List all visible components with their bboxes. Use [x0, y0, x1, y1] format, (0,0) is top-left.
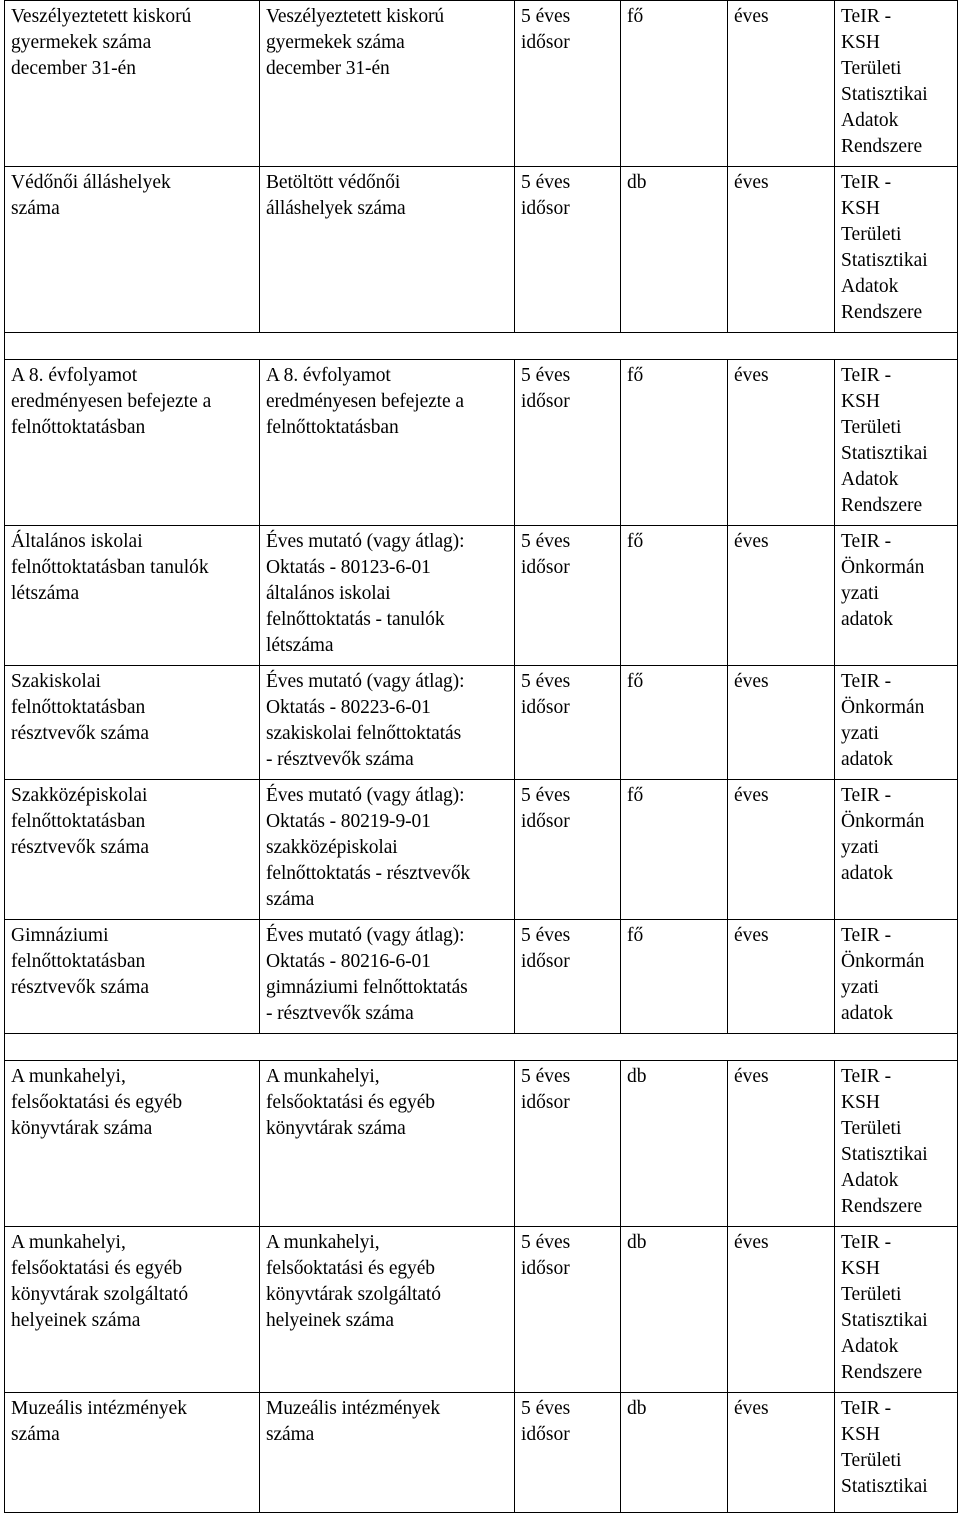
table-row — [5, 167, 958, 333]
time-series-cell: 5 éves idősor — [515, 360, 621, 526]
time-series-cell: 5 éves idősor — [515, 167, 621, 333]
unit-cell: fő — [621, 360, 728, 526]
time-series-cell: 5 éves idősor — [515, 920, 621, 1034]
indicator-definition-cell: Betöltött védőnői álláshelyek száma — [260, 167, 515, 333]
section-spacer-row — [5, 1034, 958, 1061]
frequency-cell: éves — [728, 920, 835, 1034]
table-row — [5, 526, 958, 666]
unit-cell: fő — [621, 1, 728, 167]
indicator-name-cell: Szakközépiskolai felnőttoktatásban résztvevők száma — [5, 780, 260, 920]
frequency-cell: éves — [728, 1227, 835, 1393]
frequency-cell: éves — [728, 666, 835, 780]
unit-cell: db — [621, 1393, 728, 1513]
indicator-definition-cell: A munkahelyi, felsőoktatási és egyéb könyvtárak száma — [260, 1061, 515, 1227]
indicator-definition-cell: Éves mutató (vagy átlag): Oktatás - 80123-6-01 általános iskolai felnőttoktatás - tanulók létszáma — [260, 526, 515, 666]
table-row — [5, 1, 958, 167]
data-source-cell: TeIR - Önkormán yzati adatok — [835, 666, 958, 780]
unit-cell: fő — [621, 666, 728, 780]
section-spacer-row — [5, 333, 958, 360]
indicator-name-cell: A 8. évfolyamot eredményesen befejezte a felnőttoktatásban — [5, 360, 260, 526]
spacer-cell — [5, 333, 958, 360]
time-series-cell: 5 éves idősor — [515, 666, 621, 780]
table-row — [5, 1061, 958, 1227]
data-source-cell: TeIR - KSH Területi Statisztikai Adatok Rendszere — [835, 167, 958, 333]
indicator-name-cell: A munkahelyi, felsőoktatási és egyéb könyvtárak száma — [5, 1061, 260, 1227]
indicator-name-cell: Muzeális intézmények száma — [5, 1393, 260, 1513]
table-row — [5, 360, 958, 526]
data-source-cell: TeIR - Önkormán yzati adatok — [835, 526, 958, 666]
data-source-cell: TeIR - Önkormán yzati adatok — [835, 920, 958, 1034]
spacer-cell — [5, 1034, 958, 1061]
frequency-cell: éves — [728, 167, 835, 333]
time-series-cell: 5 éves idősor — [515, 780, 621, 920]
data-source-cell: TeIR - KSH Területi Statisztikai Adatok Rendszere — [835, 1, 958, 167]
data-source-cell: TeIR - KSH Területi Statisztikai — [835, 1393, 958, 1513]
frequency-cell: éves — [728, 360, 835, 526]
frequency-cell: éves — [728, 1061, 835, 1227]
data-source-cell: TeIR - KSH Területi Statisztikai Adatok Rendszere — [835, 360, 958, 526]
indicator-definition-cell: Muzeális intézmények száma — [260, 1393, 515, 1513]
unit-cell: db — [621, 1227, 728, 1393]
indicator-name-cell: Gimnáziumi felnőttoktatásban résztvevők száma — [5, 920, 260, 1034]
table-row — [5, 1227, 958, 1393]
indicator-name-cell: Szakiskolai felnőttoktatásban résztvevők száma — [5, 666, 260, 780]
data-source-cell: TeIR - KSH Területi Statisztikai Adatok Rendszere — [835, 1061, 958, 1227]
table-row — [5, 780, 958, 920]
indicator-name-cell: A munkahelyi, felsőoktatási és egyéb könyvtárak szolgáltató helyeinek száma — [5, 1227, 260, 1393]
indicator-name-cell: Általános iskolai felnőttoktatásban tanulók létszáma — [5, 526, 260, 666]
time-series-cell: 5 éves idősor — [515, 1393, 621, 1513]
indicator-definition-cell: Éves mutató (vagy átlag): Oktatás - 80219-9-01 szakközépiskolai felnőttoktatás - résztvevők száma — [260, 780, 515, 920]
time-series-cell: 5 éves idősor — [515, 1, 621, 167]
indicator-name-cell: Veszélyeztetett kiskorú gyermekek száma december 31-én — [5, 1, 260, 167]
data-source-cell: TeIR - Önkormán yzati adatok — [835, 780, 958, 920]
table-row — [5, 920, 958, 1034]
time-series-cell: 5 éves idősor — [515, 526, 621, 666]
table-row — [5, 1393, 958, 1513]
indicator-definition-cell: A 8. évfolyamot eredményesen befejezte a felnőttoktatásban — [260, 360, 515, 526]
frequency-cell: éves — [728, 780, 835, 920]
unit-cell: db — [621, 167, 728, 333]
time-series-cell: 5 éves idősor — [515, 1227, 621, 1393]
indicator-definition-cell: Éves mutató (vagy átlag): Oktatás - 80223-6-01 szakiskolai felnőttoktatás - résztvevők száma — [260, 666, 515, 780]
indicator-definition-cell: Veszélyeztetett kiskorú gyermekek száma december 31-én — [260, 1, 515, 167]
unit-cell: db — [621, 1061, 728, 1227]
indicator-definition-cell: A munkahelyi, felsőoktatási és egyéb könyvtárak szolgáltató helyeinek száma — [260, 1227, 515, 1393]
unit-cell: fő — [621, 526, 728, 666]
data-source-cell: TeIR - KSH Területi Statisztikai Adatok Rendszere — [835, 1227, 958, 1393]
unit-cell: fő — [621, 920, 728, 1034]
frequency-cell: éves — [728, 1393, 835, 1513]
frequency-cell: éves — [728, 1, 835, 167]
indicator-definition-cell: Éves mutató (vagy átlag): Oktatás - 80216-6-01 gimnáziumi felnőttoktatás - résztvevők száma — [260, 920, 515, 1034]
time-series-cell: 5 éves idősor — [515, 1061, 621, 1227]
indicator-table — [4, 0, 958, 1513]
table-row — [5, 666, 958, 780]
frequency-cell: éves — [728, 526, 835, 666]
indicator-name-cell: Védőnői álláshelyek száma — [5, 167, 260, 333]
unit-cell: fő — [621, 780, 728, 920]
table-body — [5, 1, 958, 1513]
